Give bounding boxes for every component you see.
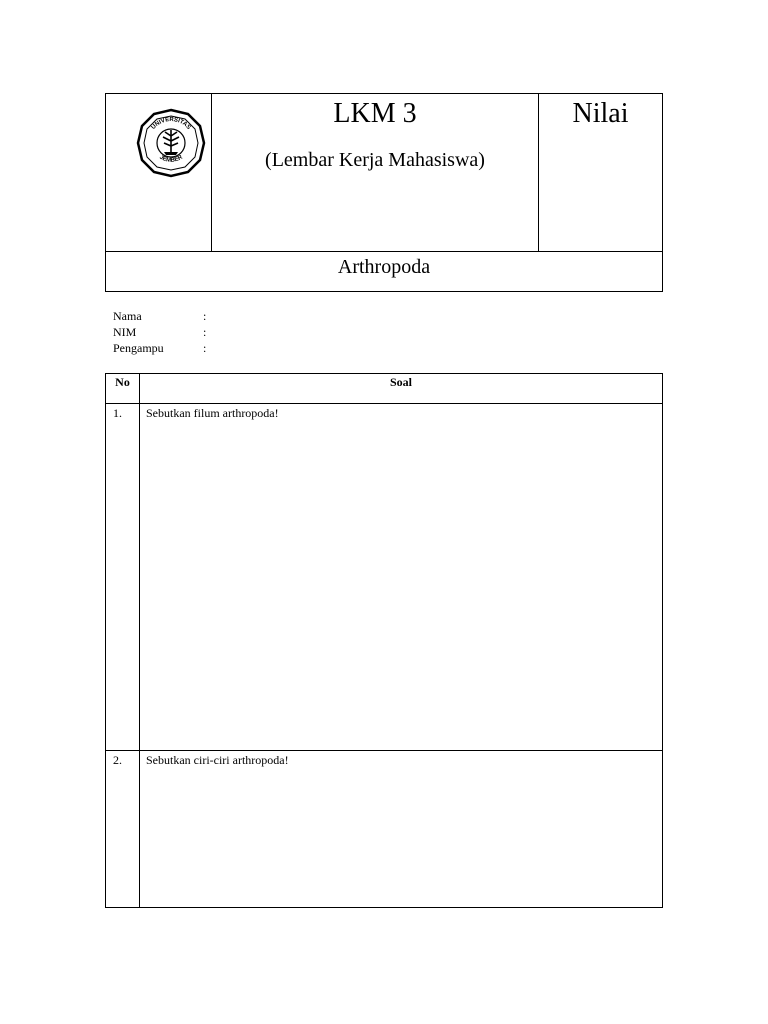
logo-arc-text-bottom: JEMBER	[158, 154, 184, 164]
question-text: Sebutkan ciri-ciri arthropoda!	[146, 753, 289, 767]
title-cell	[212, 94, 539, 251]
header-soal: Soal	[389, 375, 412, 389]
table-row[interactable]	[106, 404, 662, 751]
score-label: Nilai	[572, 98, 629, 129]
question-number: 1.	[113, 406, 122, 420]
header-table	[105, 93, 663, 292]
topic-row	[106, 251, 662, 291]
score-cell[interactable]	[539, 94, 662, 251]
page-subtitle: (Lembar Kerja Mahasiswa)	[265, 149, 485, 171]
lecturer-label: Pengampu	[113, 341, 164, 355]
table-row[interactable]	[106, 751, 662, 907]
identity-block	[113, 308, 313, 356]
page-title: LKM 3	[333, 98, 417, 129]
question-text: Sebutkan filum arthropoda!	[146, 406, 279, 420]
university-logo-icon	[136, 108, 206, 178]
name-field[interactable]	[113, 308, 313, 324]
nim-label: NIM	[113, 325, 137, 339]
header-no: No	[115, 375, 130, 389]
topic-title: Arthropoda	[337, 256, 431, 278]
name-label: Nama	[113, 309, 142, 323]
lecturer-field[interactable]	[113, 340, 313, 356]
table-header	[106, 374, 662, 404]
question-number: 2.	[113, 753, 122, 767]
nim-field[interactable]	[113, 324, 313, 340]
logo-arc-text-top: UNIVERSITAS	[150, 116, 192, 131]
nim-colon: :	[203, 325, 207, 339]
name-colon: :	[203, 309, 207, 323]
questions-table	[105, 373, 663, 908]
lecturer-colon: :	[203, 341, 207, 355]
logo-cell	[106, 94, 212, 251]
